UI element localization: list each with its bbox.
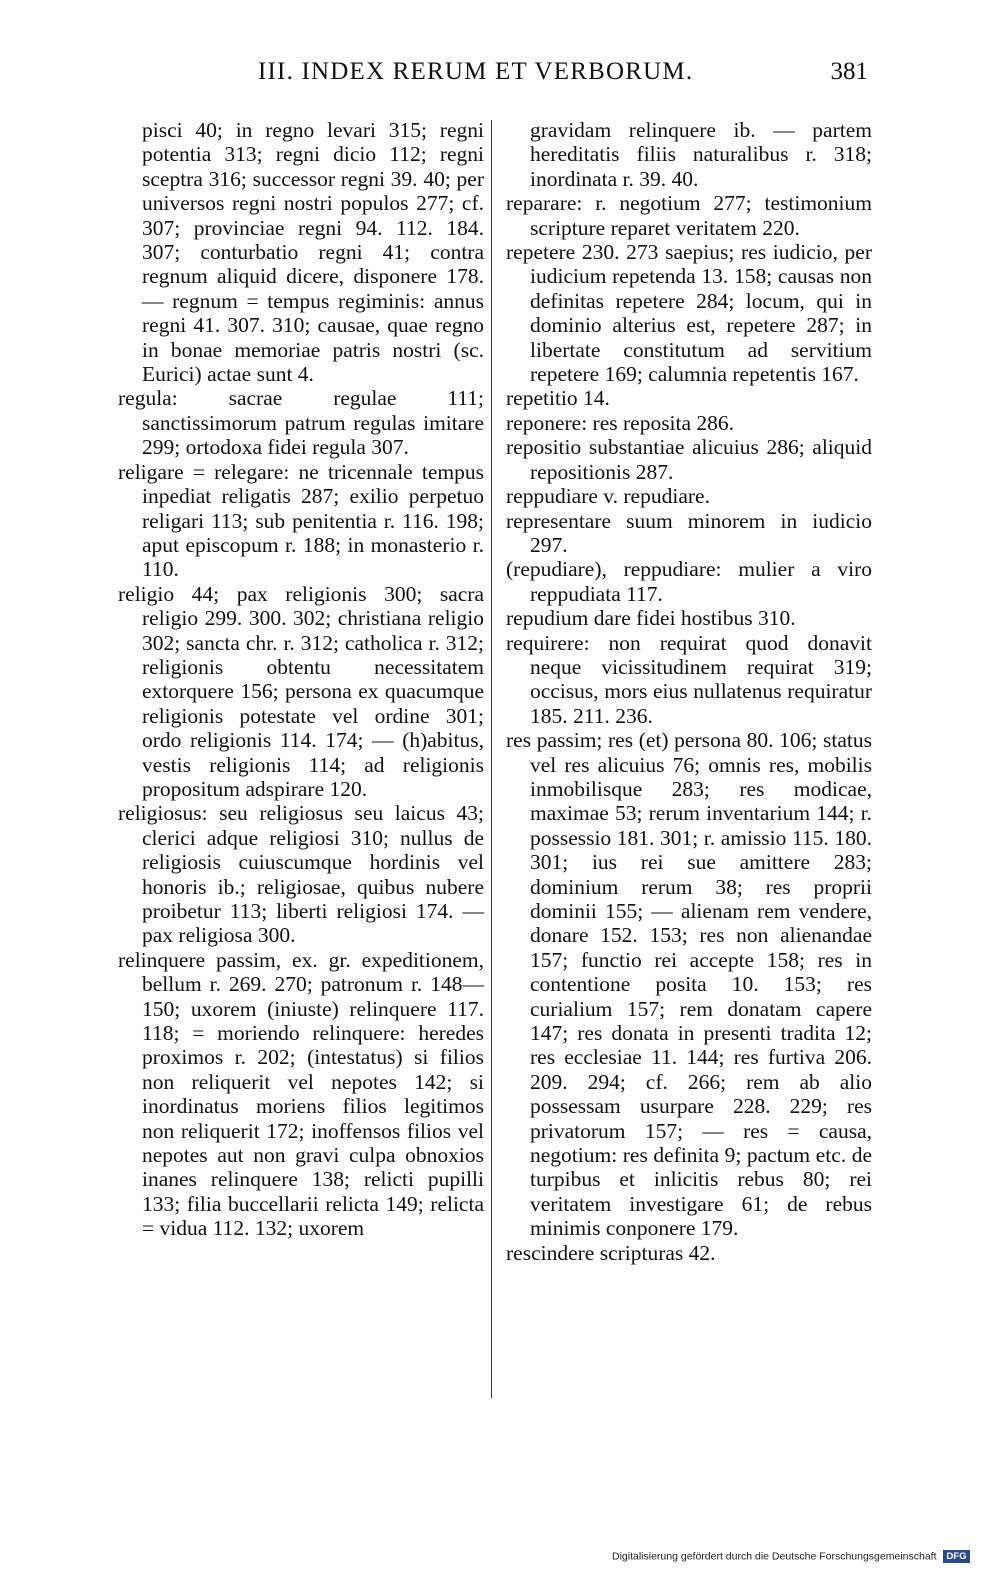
digitization-footer bbox=[612, 1550, 970, 1566]
index-entry: pisci 40; in regno levari 315; regni potentia 313; regni dicio 112; regni sceptra 316; successor regni 39. 40; per universos regni nostri populos 277; cf. 307; provinciae regni 94. 112. 184. 307; conturbatio regni 41; contra regnum aliquid dicere, disponere 178. — regnum = tempus regiminis: annus regni 41. 307. 310; causae, quae regno in bonae memoriae patris nostri (sc. Eurici) actae sunt 4. bbox=[142, 118, 484, 387]
index-entry: repetere 230. 273 saepius; res iudicio, per iudicium repetenda 13. 158; causas non definitas repetere 284; locum, qui in dominio alterius est, repetere 287; in libertate constitutum ad servitium repetere 169; calumnia repetentis 167. bbox=[506, 240, 872, 387]
index-entry: repositio substantiae alicuius 286; aliquid repositionis 287. bbox=[506, 435, 872, 484]
index-entry: rescindere scripturas 42. bbox=[506, 1240, 716, 1265]
index-entry: requirere: non requirat quod donavit neque vicissitudinem requirat 319; occisus, mors eius nullatenus requiratur 185. 211. 236. bbox=[506, 630, 872, 728]
right-column bbox=[506, 118, 872, 1265]
index-entry: reponere: res reposita 286. bbox=[506, 410, 735, 435]
index-entry: religio 44; pax religionis 300; sacra religio 299. 300. 302; christiana religio 302; sancta chr. r. 312; catholica r. 312; religionis obtentu necessitatem extorquere 156; persona ex quacumque religionis potestate vel ordine 301; ordo religionis 114. 174; — (h)abitus, vestis religionis 114; ad religionis propositum adspirare 120. bbox=[118, 581, 484, 801]
index-entry: repetitio 14. bbox=[506, 386, 610, 411]
index-entry: religare = relegare: ne tricennale tempus inpediat religatis 287; exilio perpetuo religari 113; sub penitentia r. 116. 198; aput episcopum r. 188; in monasterio r. 110. bbox=[118, 459, 484, 582]
index-entry: res passim; res (et) persona 80. 106; status vel res alicuius 76; omnis res, mobilis inmobilisque 283; res modicae, maximae 53; rerum inventarium 144; r. possessio 181. 301; r. amissio 115. 180. 301; ius rei sue amittere 283; dominium rerum 38; res proprii dominii 155; — alienam rem vendere, donare 152. 153; res non alienandae 157; functio rei accepte 158; res in contentione posita 10. 153; res curialium 157; rem donatam capere 147; res donata in presenti tradita 12; res ecclesiae 11. 144; res furtiva 206. 209. 294; cf. 266; rem ab alio possessam usurpare 228. 229; res privatorum 157; — res = causa, negotium: res definita 9; pactum etc. de turpibus et inlicitis rebus 80; rei veritatem investigare 61; de rebus minimis conponere 179. bbox=[506, 728, 872, 1241]
index-entry: reppudiare v. repudiare. bbox=[506, 484, 710, 509]
page-header bbox=[0, 58, 1000, 98]
index-entry: reparare: r. negotium 277; testimonium scripture reparet veritatem 220. bbox=[506, 191, 872, 240]
index-entry: relinquere passim, ex. gr. expeditionem, bellum r. 269. 270; patronum r. 148—150; uxorem (iniuste) relinquere 117. 118; = moriendo relinquere: heredes proximos r. 202; (intestatus) si filios non reliquerit vel nepotes 142; si inordinatus moriens filios legitimos non reliquerit 172; inoffensos filios vel nepotes aut non gravi culpa obnoxios inanes relinquere 138; relicti pupilli 133; filia buccellarii relicta 149; relicta = vidua 112. 132; uxorem bbox=[118, 947, 484, 1241]
footer-text: Digitalisierung gefördert durch die Deutsche Forschungsgemeinschaft bbox=[612, 1550, 937, 1563]
index-entry: gravidam relinquere ib. — partem hereditatis filiis naturalibus r. 318; inordinata r. 39. 40. bbox=[530, 118, 872, 191]
page-number: 381 bbox=[830, 58, 868, 85]
index-entry: religiosus: seu religiosus seu laicus 43; clerici adque religiosi 310; nullus de religiosis cuiuscumque hordinis vel honoris ib.; religiosae, quibus nubere proibetur 113; liberti religiosi 174. — pax religiosa 300. bbox=[118, 801, 484, 948]
running-head: III. INDEX RERUM ET VERBORUM. bbox=[258, 58, 694, 85]
column-divider bbox=[491, 120, 492, 1398]
index-entry: repudium dare fidei hostibus 310. bbox=[506, 606, 796, 631]
index-entry: regula: sacrae regulae 111; sanctissimorum patrum regulas imitare 299; ortodoxa fidei regula 307. bbox=[118, 386, 484, 460]
index-entry: (repudiare), reppudiare: mulier a viro reppudiata 117. bbox=[506, 557, 872, 606]
left-column bbox=[118, 118, 484, 1241]
dfg-logo: DFG bbox=[943, 1550, 969, 1563]
index-entry: representare suum minorem in iudicio 297. bbox=[506, 508, 872, 557]
